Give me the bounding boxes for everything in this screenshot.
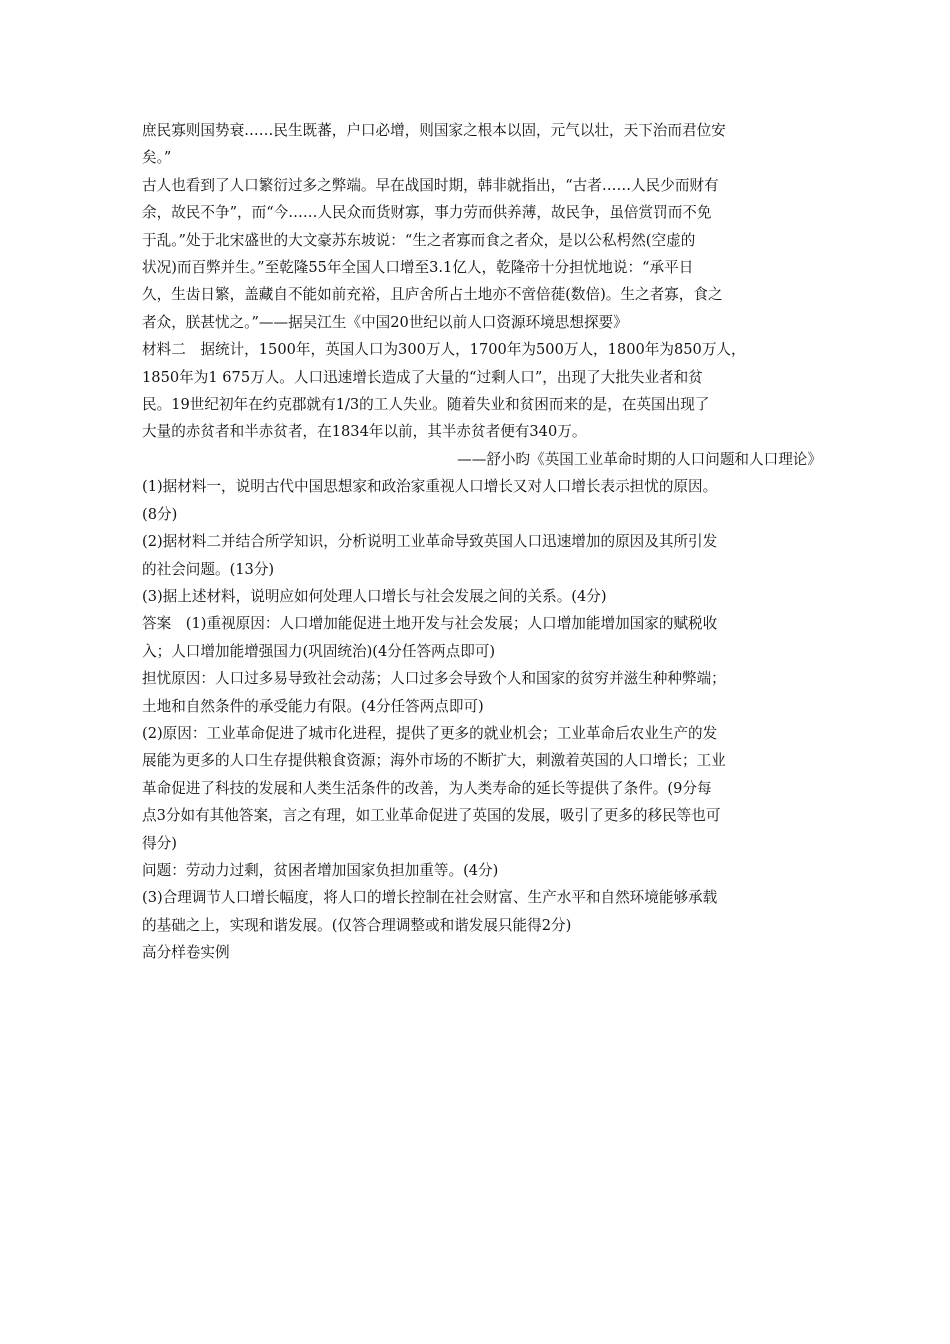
answer-line: 担忧原因：人口过多易导致社会动荡；人口过多会导致个人和国家的贫穷并滋生种种弊端； [142, 670, 726, 688]
section-heading: 高分样卷实例 [142, 944, 230, 962]
answer-line: 入；人口增加能增强国力(巩固统治)(4分任答两点即可) [142, 642, 496, 660]
text-line: 矣。” [142, 149, 172, 167]
text-line: 余，故民不争”，而“今……人民众而货财寡，事力劳而供养薄，故民争，虽倍赏罚而不免 [142, 204, 712, 222]
citation-line: 者众，朕甚忧之。”——据吴江生《中国20世纪以前人口资源环境思想探要》 [142, 313, 628, 331]
citation-line: ——舒小昀《英国工业革命时期的人口问题和人口理论》 [457, 450, 822, 468]
answer-line: 革命促进了科技的发展和人类生活条件的改善，为人类寿命的延长等提供了条件。(9分每 [142, 779, 712, 797]
text-line: 古人也看到了人口繁衍过多之弊端。早在战国时期，韩非就指出，“古者……人民少而财有 [142, 176, 719, 194]
answer-line: (2)原因：工业革命促进了城市化进程，提供了更多的就业机会；工业革命后农业生产的发 [142, 724, 718, 742]
question-line: (1)据材料一，说明古代中国思想家和政治家重视人口增长又对人口增长表示担忧的原因。 [142, 478, 718, 496]
question-line: (2)据材料二并结合所学知识，分析说明工业革命导致英国人口迅速增加的原因及其所引发 [142, 533, 718, 551]
text-line: 庶民寡则国势衰……民生既蕃，户口必增，则国家之根本以固，元气以壮，天下治而君位安 [142, 122, 726, 139]
text-line: 民。19世纪初年在约克郡就有1/3的工人失业。随着失业和贫困而来的是，在英国出现了 [142, 396, 710, 414]
answer-line: (3)合理调节人口增长幅度，将人口的增长控制在社会财富、生产水平和自然环境能够承载 [142, 889, 718, 907]
text-line: 材料二 据统计，1500年，英国人口为300万人，1700年为500万人，1800年为850万人， [142, 341, 746, 359]
text-line: 状况)而百弊并生。”至乾隆55年全国人口增至3.1亿人，乾隆帝十分担忧地说：“承平日 [142, 259, 694, 277]
text-line: 1850年为1 675万人。人口迅速增长造成了大量的“过剩人口”，出现了大批失业者和贫 [142, 368, 703, 386]
question-line: (8分) [142, 505, 178, 523]
document-page [142, 117, 822, 967]
question-line: 的社会问题。(13分) [142, 560, 275, 578]
answer-line: 问题：劳动力过剩，贫困者增加国家负担加重等。(4分) [142, 861, 499, 879]
text-line: 于乱。”处于北宋盛世的大文豪苏东坡说：“生之者寡而食之者众，是以公私枵然(空虚的 [142, 231, 696, 249]
answer-line: 展能为更多的人口生存提供粮食资源；海外市场的不断扩大，刺激着英国的人口增长；工业 [142, 752, 726, 770]
answer-line: 点3分如有其他答案，言之有理，如工业革命促进了英国的发展，吸引了更多的移民等也可 [142, 807, 721, 825]
question-line: (3)据上述材料，说明应如何处理人口增长与社会发展之间的关系。(4分) [142, 587, 607, 605]
text-line: 大量的赤贫者和半赤贫者，在1834年以前，其半赤贫者便有340万。 [142, 423, 587, 441]
text-line: 久，生齿日繁，盖藏自不能如前充裕，且庐舍所占土地亦不啻倍蓰(数倍)。生之者寡，食之 [142, 286, 723, 304]
answer-line: 的基础之上，实现和谐发展。(仅答合理调整或和谐发展只能得2分) [142, 916, 572, 934]
answer-line: 土地和自然条件的承受能力有限。(4分任答两点即可) [142, 697, 484, 715]
answer-line: 答案 (1)重视原因：人口增加能促进土地开发与社会发展；人口增加能增加国家的赋税收 [142, 615, 718, 633]
answer-line: 得分) [142, 834, 177, 852]
